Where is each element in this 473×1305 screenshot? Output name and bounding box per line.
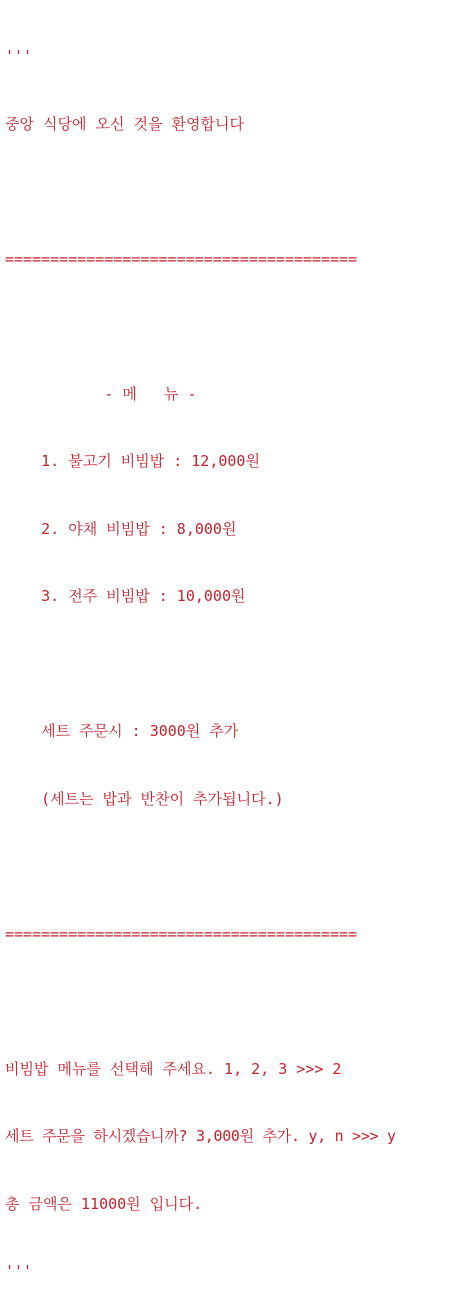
blank-line bbox=[5, 653, 471, 676]
docstring-close: ''' bbox=[5, 1262, 33, 1280]
set-prompt: 세트 주문을 하시겠습니까? 3,000원 추가. y, n >>> y bbox=[5, 1127, 396, 1145]
separator-top: ======================================= bbox=[5, 249, 358, 268]
blank-line bbox=[5, 855, 471, 878]
menu-item-bulgogi: 1. 불고기 비빔밥 : 12,000원 bbox=[5, 452, 260, 470]
menu-heading: - 메 뉴 - bbox=[5, 384, 197, 403]
menu-item-jeonju: 3. 전주 비빔밥 : 10,000원 bbox=[5, 587, 246, 605]
console-output bbox=[5, 0, 471, 1305]
separator-bottom: ======================================= bbox=[5, 924, 358, 943]
blank-line bbox=[5, 180, 471, 203]
total-message: 총 금액은 11000원 입니다. bbox=[5, 1194, 203, 1213]
set-order-detail: (세트는 밥과 반찬이 추가됩니다.) bbox=[5, 789, 284, 808]
welcome-message: 중앙 식당에 오신 것을 환영합니다 bbox=[5, 114, 244, 133]
set-order-note: 세트 주문시 : 3000원 추가 bbox=[5, 722, 239, 740]
docstring-open: ''' bbox=[5, 47, 33, 65]
blank-line bbox=[5, 315, 471, 338]
blank-line bbox=[5, 990, 471, 1013]
menu-prompt: 비빔밥 메뉴를 선택해 주세요. 1, 2, 3 >>> 2 bbox=[5, 1059, 342, 1078]
menu-item-vegetable: 2. 야채 비빔밥 : 8,000원 bbox=[5, 519, 237, 538]
